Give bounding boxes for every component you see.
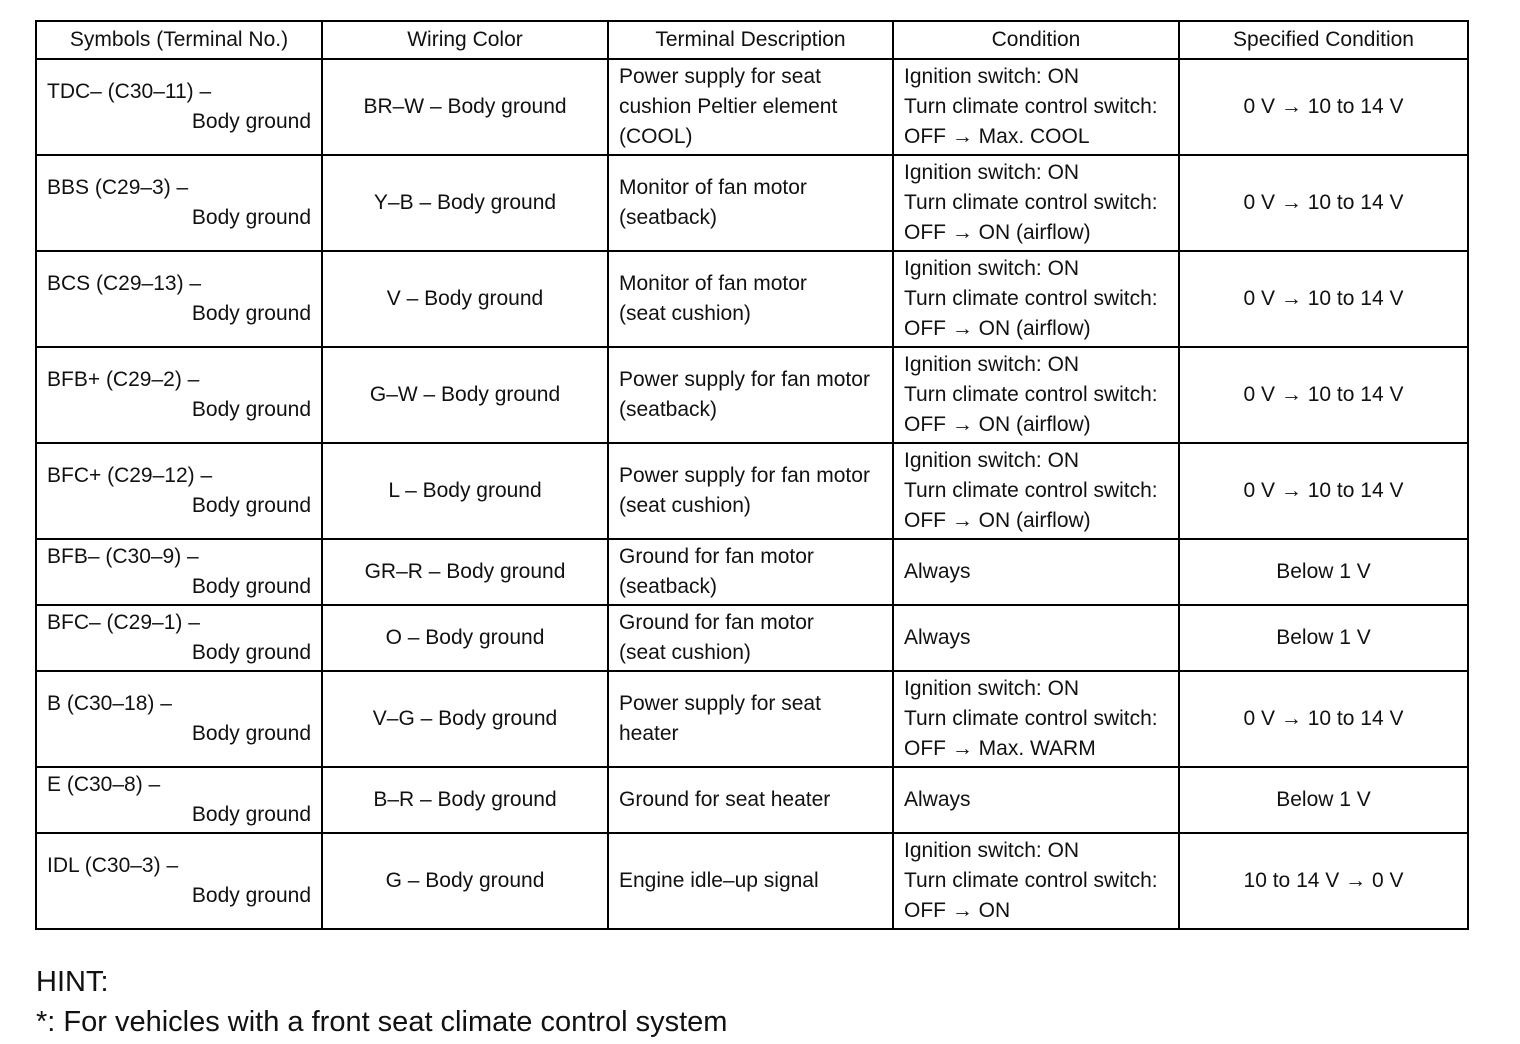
condition-line: OFF → Max. WARM (904, 737, 1096, 760)
table-row (36, 155, 1468, 251)
cell-terminal-description (608, 539, 893, 605)
header-terminal-description: Terminal Description (608, 21, 893, 59)
header-wiring-color: Wiring Color (322, 21, 608, 59)
table-row (36, 671, 1468, 767)
cell-condition (893, 833, 1179, 929)
cell-symbol (36, 767, 322, 833)
terminal-symbol: BCS (C29–13) – (47, 272, 202, 295)
description-line: (seatback) (619, 398, 718, 421)
description-line: cushion Peltier element (619, 95, 838, 118)
terminal-symbol: TDC– (C30–11) – (47, 80, 212, 103)
header-specified-condition: Specified Condition (1179, 21, 1468, 59)
table-row (36, 347, 1468, 443)
terminal-spec-table (35, 20, 1469, 930)
condition-line: Turn climate control switch: (904, 191, 1158, 214)
condition-line: Ignition switch: ON (904, 839, 1080, 862)
condition-line: Ignition switch: ON (904, 677, 1080, 700)
cell-symbol (36, 251, 322, 347)
description-line: (seat cushion) (619, 494, 751, 517)
description-line: Power supply for fan motor (619, 368, 870, 391)
cell-specified-condition: Below 1 V (1179, 767, 1468, 833)
terminal-symbol: BFC– (C29–1) – (47, 611, 200, 634)
cell-specified-condition: 0 V → 10 to 14 V (1179, 671, 1468, 767)
condition-line: Turn climate control switch: (904, 479, 1158, 502)
cell-wiring-color: V–G – Body ground (322, 671, 608, 767)
terminal-ground: Body ground (191, 884, 311, 907)
table-row (36, 833, 1468, 929)
terminal-symbol: BFB– (C30–9) – (47, 545, 199, 568)
cell-specified-condition: 10 to 14 V → 0 V (1179, 833, 1468, 929)
terminal-symbol: IDL (C30–3) – (47, 854, 179, 877)
cell-specified-condition: 0 V → 10 to 14 V (1179, 347, 1468, 443)
description-line: Engine idle–up signal (619, 869, 819, 892)
condition-line: Ignition switch: ON (904, 353, 1080, 376)
cell-wiring-color: Y–B – Body ground (322, 155, 608, 251)
terminal-ground: Body ground (191, 398, 311, 421)
cell-specified-condition: 0 V → 10 to 14 V (1179, 251, 1468, 347)
terminal-symbol: BFB+ (C29–2) – (47, 368, 200, 391)
condition-line: OFF → Max. COOL (904, 125, 1090, 148)
cell-specified-condition: 0 V → 10 to 14 V (1179, 155, 1468, 251)
description-line: (seatback) (619, 575, 718, 598)
header-symbols: Symbols (Terminal No.) (36, 21, 322, 59)
condition-line: Always (904, 788, 971, 811)
cell-condition (893, 767, 1179, 833)
cell-symbol (36, 671, 322, 767)
condition-line: Turn climate control switch: (904, 95, 1158, 118)
condition-line: Turn climate control switch: (904, 869, 1158, 892)
terminal-symbol: BBS (C29–3) – (47, 176, 189, 199)
terminal-ground: Body ground (191, 302, 311, 325)
cell-wiring-color: V – Body ground (322, 251, 608, 347)
condition-line: Ignition switch: ON (904, 449, 1080, 472)
cell-condition (893, 539, 1179, 605)
cell-symbol (36, 347, 322, 443)
header-condition: Condition (893, 21, 1179, 59)
description-line: (seatback) (619, 206, 718, 229)
description-line: heater (619, 722, 679, 745)
condition-line: Ignition switch: ON (904, 65, 1080, 88)
table-row (36, 539, 1468, 605)
condition-line: Turn climate control switch: (904, 707, 1158, 730)
table-row (36, 767, 1468, 833)
cell-specified-condition: Below 1 V (1179, 539, 1468, 605)
header-row (36, 21, 1468, 59)
cell-specified-condition: 0 V → 10 to 14 V (1179, 443, 1468, 539)
condition-line: OFF → ON (airflow) (904, 509, 1091, 532)
description-line: Monitor of fan motor (619, 176, 807, 199)
condition-line: OFF → ON (airflow) (904, 413, 1091, 436)
condition-line: Ignition switch: ON (904, 257, 1080, 280)
cell-terminal-description (608, 671, 893, 767)
cell-condition (893, 155, 1179, 251)
description-line: Ground for seat heater (619, 788, 831, 811)
description-line: Power supply for fan motor (619, 464, 870, 487)
cell-condition (893, 443, 1179, 539)
cell-terminal-description (608, 59, 893, 155)
cell-wiring-color: L – Body ground (322, 443, 608, 539)
condition-line: Always (904, 626, 971, 649)
cell-symbol (36, 59, 322, 155)
cell-terminal-description (608, 605, 893, 671)
terminal-ground: Body ground (191, 803, 311, 826)
terminal-ground: Body ground (191, 206, 311, 229)
cell-condition (893, 605, 1179, 671)
terminal-ground: Body ground (191, 722, 311, 745)
condition-line: Turn climate control switch: (904, 383, 1158, 406)
terminal-ground: Body ground (191, 575, 311, 598)
description-line: Monitor of fan motor (619, 272, 807, 295)
cell-terminal-description (608, 767, 893, 833)
terminal-ground: Body ground (191, 641, 311, 664)
terminal-symbol: B (C30–18) – (47, 692, 172, 715)
cell-symbol (36, 539, 322, 605)
cell-terminal-description (608, 155, 893, 251)
condition-line: Always (904, 560, 971, 583)
table-row (36, 443, 1468, 539)
cell-wiring-color: G – Body ground (322, 833, 608, 929)
cell-wiring-color: GR–R – Body ground (322, 539, 608, 605)
condition-line: Turn climate control switch: (904, 287, 1158, 310)
cell-condition (893, 671, 1179, 767)
cell-symbol (36, 443, 322, 539)
condition-line: OFF → ON (airflow) (904, 221, 1091, 244)
description-line: (seat cushion) (619, 641, 751, 664)
cell-wiring-color: O – Body ground (322, 605, 608, 671)
table-row (36, 59, 1468, 155)
cell-wiring-color: G–W – Body ground (322, 347, 608, 443)
table-row (36, 251, 1468, 347)
cell-specified-condition: 0 V → 10 to 14 V (1179, 59, 1468, 155)
hint-note: *: For vehicles with a front seat climate control system (36, 1006, 728, 1038)
terminal-symbol: BFC+ (C29–12) – (47, 464, 213, 487)
cell-specified-condition: Below 1 V (1179, 605, 1468, 671)
description-line: Power supply for seat (619, 65, 821, 88)
table-header (36, 21, 1468, 59)
table-row (36, 605, 1468, 671)
description-line: (COOL) (619, 125, 693, 148)
cell-terminal-description (608, 443, 893, 539)
table-body (36, 59, 1468, 929)
cell-symbol (36, 833, 322, 929)
cell-condition (893, 59, 1179, 155)
condition-line: OFF → ON (904, 899, 1011, 922)
condition-line: Ignition switch: ON (904, 161, 1080, 184)
cell-condition (893, 347, 1179, 443)
condition-line: OFF → ON (airflow) (904, 317, 1091, 340)
cell-condition (893, 251, 1179, 347)
cell-wiring-color: BR–W – Body ground (322, 59, 608, 155)
description-line: Ground for fan motor (619, 611, 814, 634)
cell-terminal-description (608, 347, 893, 443)
hint-title: HINT: (36, 966, 109, 998)
terminal-symbol: E (C30–8) – (47, 773, 161, 796)
cell-symbol (36, 605, 322, 671)
description-line: (seat cushion) (619, 302, 751, 325)
cell-terminal-description (608, 251, 893, 347)
terminal-ground: Body ground (191, 494, 311, 517)
description-line: Power supply for seat (619, 692, 821, 715)
cell-symbol (36, 155, 322, 251)
cell-terminal-description (608, 833, 893, 929)
description-line: Ground for fan motor (619, 545, 814, 568)
cell-wiring-color: B–R – Body ground (322, 767, 608, 833)
terminal-ground: Body ground (191, 110, 311, 133)
